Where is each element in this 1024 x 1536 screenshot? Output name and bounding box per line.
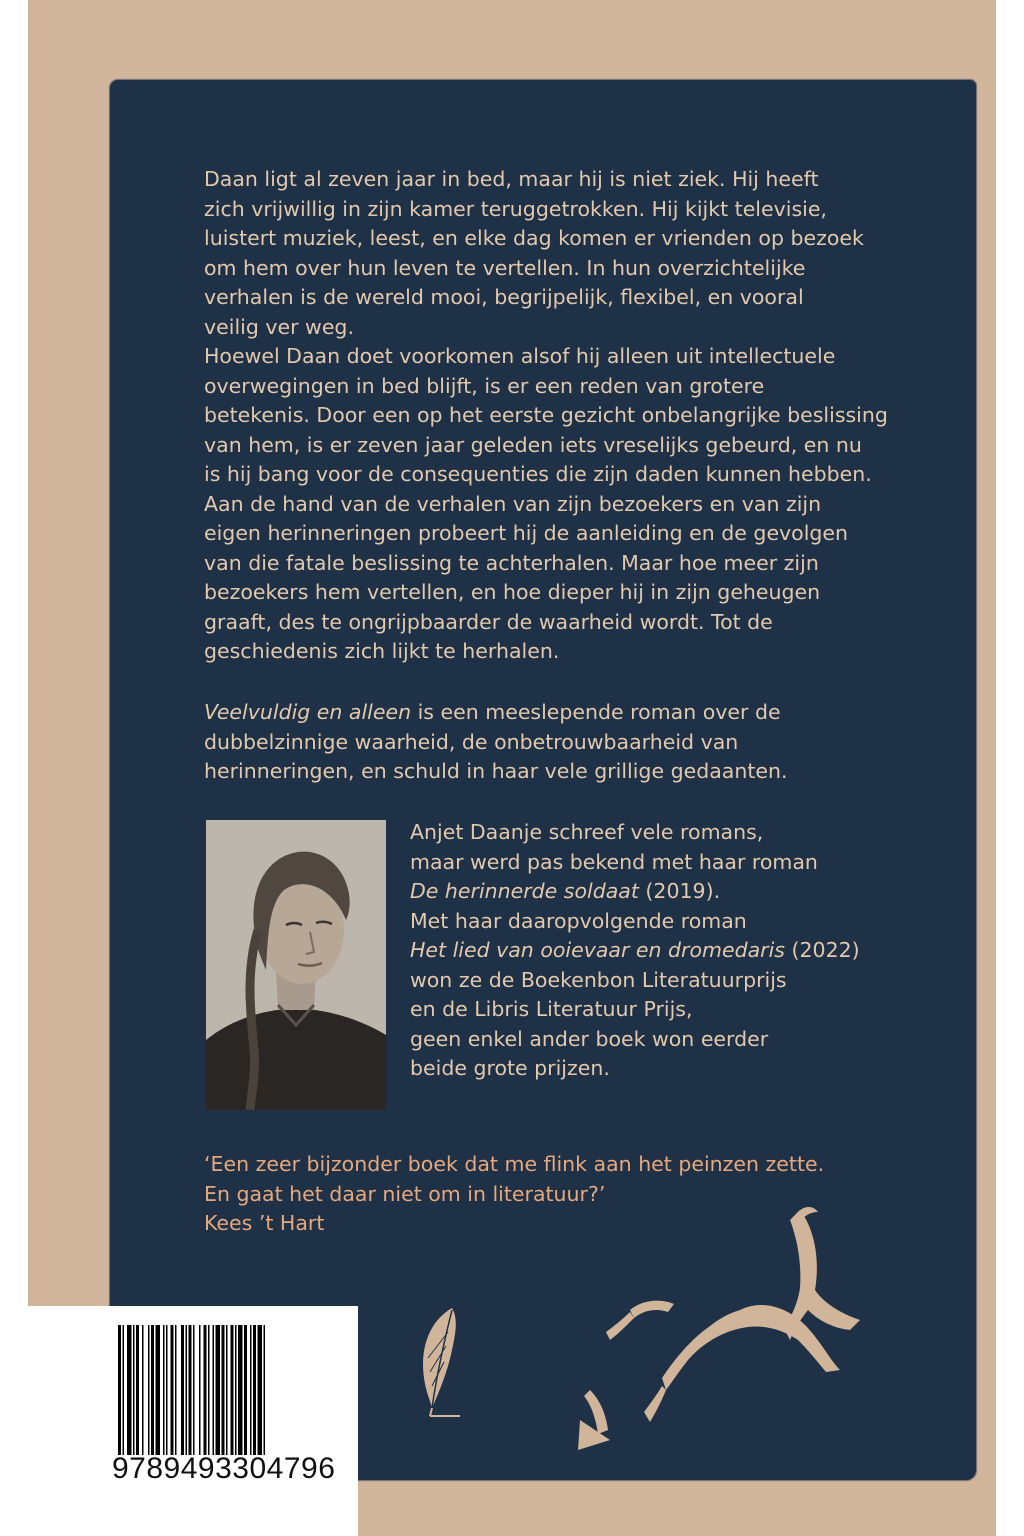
fish-illustration — [570, 1200, 890, 1460]
isbn-number: 9789493304796 — [112, 1452, 336, 1485]
summary-line: dubbelzinnige waarheid, de onbetrouwbaarheid van — [204, 729, 739, 754]
blurb-line: Daan ligt al zeven jaar in bed, maar hij is niet ziek. Hij heeft — [204, 167, 819, 191]
blurb-line: bezoekers hem vertellen, en hoe dieper hij in zijn geheugen — [204, 580, 821, 604]
quote-line: En gaat het daar niet om in literatuur?’ — [204, 1181, 606, 1206]
blurb-line: graaft, des te ongrijpbaarder de waarheid wordt. Tot de — [204, 609, 773, 634]
barcode — [118, 1325, 343, 1455]
book-title: Veelvuldig en alleen — [204, 700, 412, 724]
bio-line: maar werd pas bekend met haar roman — [410, 849, 818, 874]
bio-line-rest: (2022) — [784, 938, 860, 962]
bio-line-rest: (2019). — [638, 879, 721, 903]
blurb-line: van die fatale beslissing te achterhalen. Maar hoe meer zijn — [204, 550, 819, 575]
bio-line: Anjet Daanje schreef vele romans, — [410, 820, 764, 844]
blurb-line: Hoewel Daan doet voorkomen alsof hij alleen uit intellectuele — [204, 344, 836, 368]
blurb-line: eigen herinneringen probeert hij de aanleiding en de gevolgen — [204, 521, 849, 545]
blurb-text — [204, 165, 904, 667]
bio-line: won ze de Boekenbon Literatuurprijs — [410, 967, 787, 992]
blurb-line: is hij bang voor de consequenties die zijn daden kunnen hebben. — [204, 462, 872, 486]
quote-line: ‘Een zeer bijzonder boek dat me flink aan het peinzen zette. — [204, 1152, 825, 1176]
prize-novel-title: Het lied van ooievaar en dromedaris — [410, 938, 785, 962]
blurb-line: betekenis. Door een op het eerste gezicht onbelangrijke beslissing — [204, 403, 888, 427]
summary-line-rest: is een meeslepende roman over de — [411, 700, 781, 724]
blurb-line: veilig ver weg. — [204, 314, 354, 339]
blurb-line: verhalen is de wereld mooi, begrijpelijk, flexibel, en vooral — [204, 285, 804, 309]
bio-line: Met haar daaropvolgende roman — [410, 908, 747, 933]
blurb-line: zich vrijwillig in zijn kamer teruggetrokken. Hij kijkt televisie, — [204, 196, 827, 221]
blurb-line: van hem, is er zeven jaar geleden iets vreselijks gebeurd, en nu — [204, 432, 862, 457]
blurb-line: luistert muziek, leest, en elke dag komen er vrienden op bezoek — [204, 226, 864, 250]
blurb-line: om hem over hun leven te vertellen. In hun overzichtelijke — [204, 255, 806, 280]
summary-line — [204, 698, 904, 728]
bio-line: en de Libris Literatuur Prijs, — [410, 997, 693, 1021]
bio-line: geen enkel ander boek won eerder — [410, 1026, 769, 1051]
earlier-novel-title: De herinnerde soldaat — [410, 879, 639, 903]
publisher-feather-icon — [410, 1300, 470, 1420]
quote-author: Kees ’t Hart — [204, 1211, 325, 1235]
author-bio — [410, 818, 970, 1084]
bio-line — [410, 877, 970, 907]
author-photo — [206, 820, 386, 1110]
summary-line: herinneringen, en schuld in haar vele grillige gedaanten. — [204, 759, 788, 783]
blurb-line: Aan de hand van de verhalen van zijn bezoekers en van zijn — [204, 491, 822, 516]
bio-line — [410, 936, 970, 966]
summary-text — [204, 698, 904, 787]
blurb-line: overwegingen in bed blijft, is er een reden van grotere — [204, 373, 765, 398]
bio-line: beide grote prijzen. — [410, 1056, 610, 1080]
blurb-line: geschiedenis zich lijkt te herhalen. — [204, 639, 560, 663]
